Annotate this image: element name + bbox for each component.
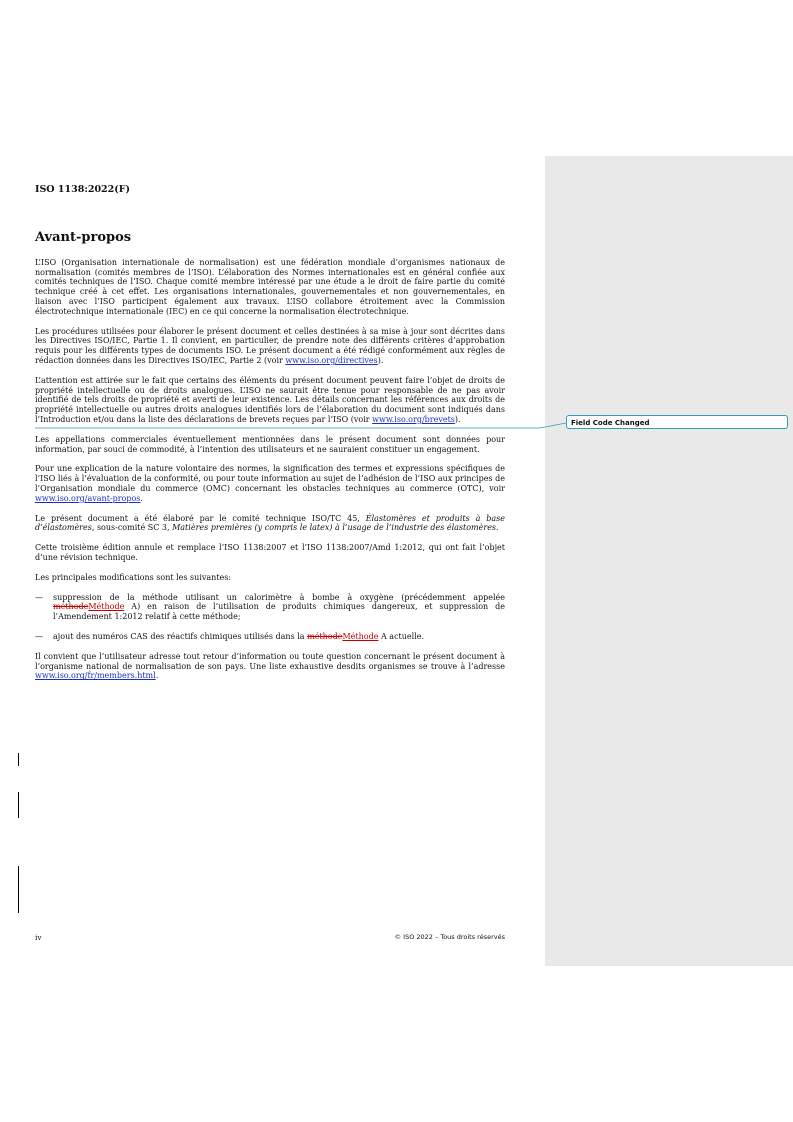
brevets-link[interactable]: www.iso.org/brevets: [372, 414, 455, 424]
change-bar: [18, 792, 19, 818]
paragraph: Le présent document a été élaboré par le comité technique ISO/TC 45, Élastomères et produits à base d’élastomères, sous-comité SC 3, Matières premières (y compris le latex) à l’usage de l’industrie des élastomères.: [35, 513, 505, 533]
paragraph: L’ISO (Organisation internationale de normalisation) est une fédération mondiale d’organismes nationaux de normalisation (comités membres de l’ISO). L’élaboration des Normes internationales est en général confiée aux comités techniques de l’ISO. Chaque comité membre intéressé par une étude a le droit de faire partie du comité technique créé à cet effet. Les organisations internationales, gouvernementales et non gouvernementales, en liaison avec l’ISO participent également aux travaux. L’ISO collabore étroitement avec la Commission électrotechnique internationale (IEC) en ce qui concerne la normalisation électrotechnique.: [35, 257, 505, 316]
section-heading: Avant-propos: [35, 229, 132, 245]
list-text: ajout des numéros CAS des réactifs chimiques utilisés dans la méthodeMéthode A actuelle.: [53, 631, 425, 641]
page-number: iv: [35, 933, 42, 942]
paragraph: Les appellations commerciales éventuellement mentionnées dans le présent document sont données pour information, par souci de commodité, à l’intention des utilisateurs et ne sauraient constituer un engagement.: [35, 434, 505, 454]
tracked-insertion: Méthode: [88, 602, 125, 612]
paragraph: L’attention est attirée sur le fait que certains des éléments du présent document peuvent faire l’objet de droits de propriété intellectuelle ou de droits analogues. L’ISO ne saurait être tenue pour responsable de ne pas avoir identifié de tels droits de propriété et averti de leur existence. Les détails concernant les références aux droits de propriété intellectuelle ou autres droits analogues identifiés lors de l’élaboration du document sont indiqués dans l’Introduction et/ou dans la liste des déclarations de brevets reçues par l’ISO (voir www.iso.org/brevets).: [35, 375, 505, 424]
paragraph: Pour une explication de la nature volontaire des normes, la signification des termes et expressions spécifiques de l’ISO liés à l’évaluation de la conformité, ou pour toute information au sujet de l’adhésion de l’ISO aux principes de l’Organisation mondiale du commerce (OMC) concernant les obstacles techniques au commerce (OTC), voir www.iso.org/avant-propos.: [35, 464, 505, 503]
list-dash: —: [35, 631, 43, 641]
tracked-deletion: méthode: [53, 602, 89, 612]
tracked-insertion: Méthode: [342, 631, 379, 641]
avant-propos-link[interactable]: www.iso.org/avant-propos: [35, 493, 141, 503]
document-page: [35, 185, 505, 691]
copyright-notice: © ISO 2022 – Tous droits réservés: [394, 933, 505, 941]
members-link[interactable]: www.iso.org/fr/members.html: [35, 671, 156, 681]
list-item: [35, 593, 505, 622]
comment-text: Field Code Changed: [571, 419, 650, 427]
directives-link[interactable]: www.iso.org/directives: [285, 355, 378, 365]
paragraph: Il convient que l’utilisateur adresse tout retour d’information ou toute question concernant le présent document à l’organisme national de normalisation de son pays. Une liste exhaustive desdits organismes se trouve à l’adresse www.iso.org/fr/members.html.: [35, 651, 505, 681]
comment-balloon[interactable]: [566, 415, 788, 429]
change-bar: [18, 866, 19, 913]
tracked-deletion: méthode: [307, 631, 343, 641]
paragraph: Les principales modifications sont les suivantes:: [35, 572, 232, 582]
change-bar: [18, 753, 19, 766]
list-text: suppression de la méthode utilisant un calorimètre à bombe à oxygène (précédemment appelée méthodeMéthode A) en raison de l’utilisation de produits chimiques dangereux, et suppression de l’Amendement 1:2012 relatif à cette méthode;: [53, 592, 505, 622]
paragraph: Cette troisième édition annule et remplace l’ISO 1138:2007 et l’ISO 1138:2007/Amd 1:2012, qui ont fait l’objet d’une révision technique.: [35, 543, 505, 562]
paragraph: Les procédures utilisées pour élaborer le présent document et celles destinées à sa mise à jour sont décrites dans les Directives ISO/IEC, Partie 1. Il convient, en particulier, de prendre note des différents critères d’approbation requis pour les différents types de documents ISO. Le présent document a été rédigé conformément aux règles de rédaction données dans les Directives ISO/IEC, Partie 2 (voir www.iso.org/directives).: [35, 326, 505, 365]
list-item: [35, 632, 505, 642]
list-dash: —: [35, 592, 43, 602]
markup-pane: [545, 156, 793, 966]
page-footer: [35, 933, 505, 942]
document-id: ISO 1138:2022(F): [35, 184, 131, 195]
